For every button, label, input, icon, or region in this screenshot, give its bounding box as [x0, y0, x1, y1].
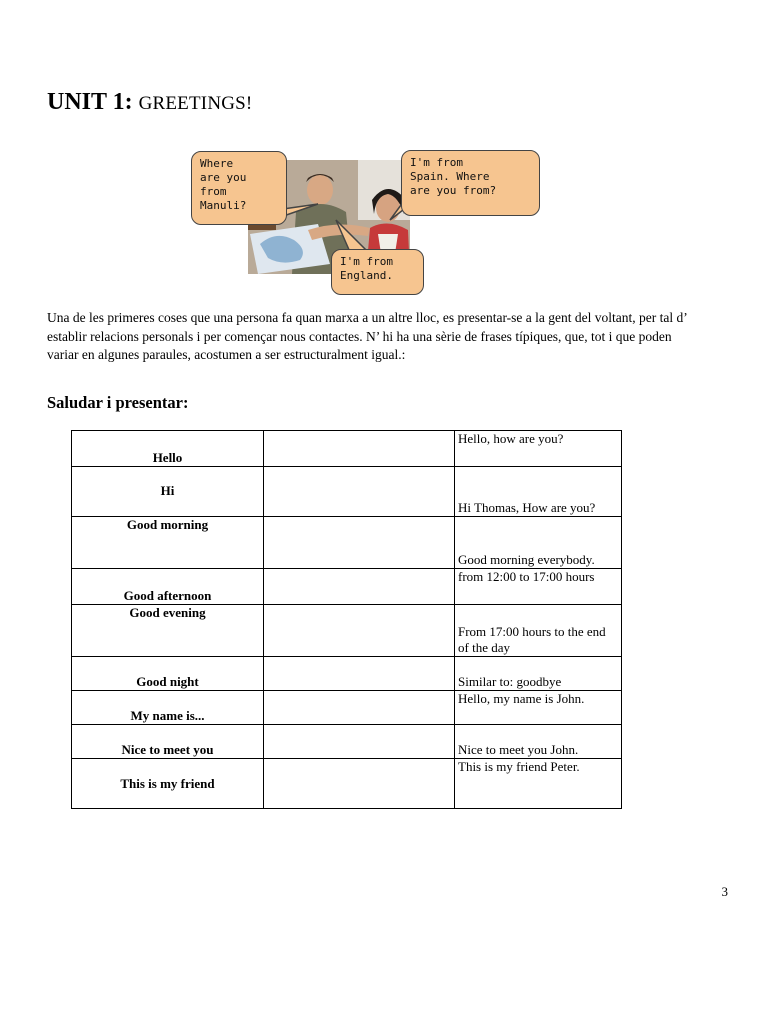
phrase-cell: My name is... — [72, 691, 264, 725]
example-cell: Similar to: goodbye — [455, 657, 622, 691]
section-heading: Saludar i presentar: — [47, 393, 189, 412]
translation-cell — [264, 517, 455, 569]
speech-bubble-spain: I'm from Spain. Where are you from? — [401, 150, 540, 216]
phrase-cell: This is my friend — [72, 759, 264, 809]
phrase-cell: Good night — [72, 657, 264, 691]
table-row — [72, 467, 622, 517]
example-cell: Hi Thomas, How are you? — [455, 467, 622, 517]
example-cell: Nice to meet you John. — [455, 725, 622, 759]
translation-cell — [264, 467, 455, 517]
example-cell: Hello, how are you? — [455, 431, 622, 467]
speech-bubble-question: Where are you from Manuli? — [191, 151, 287, 225]
table-row — [72, 431, 622, 467]
page-number: 3 — [721, 884, 728, 899]
example-cell: from 12:00 to 17:00 hours — [455, 569, 622, 605]
table-row — [72, 605, 622, 657]
unit-topic: GREETINGS! — [138, 93, 253, 114]
example-cell: This is my friend Peter. — [455, 759, 622, 809]
example-cell: Good morning everybody. — [455, 517, 622, 569]
page-title — [47, 86, 252, 120]
greeting-illustration — [190, 148, 542, 296]
table-row — [72, 691, 622, 725]
table-row — [72, 759, 622, 809]
translation-cell — [264, 691, 455, 725]
translation-cell — [264, 431, 455, 467]
speech-bubble-england: I'm from England. — [331, 249, 424, 295]
translation-cell — [264, 569, 455, 605]
table-row — [72, 657, 622, 691]
translation-cell — [264, 759, 455, 809]
example-cell: Hello, my name is John. — [455, 691, 622, 725]
greetings-table — [71, 430, 622, 809]
translation-cell — [264, 657, 455, 691]
example-cell: From 17:00 hours to the end of the day — [455, 605, 622, 657]
table-row — [72, 517, 622, 569]
phrase-cell: Nice to meet you — [72, 725, 264, 759]
table-row — [72, 725, 622, 759]
phrase-cell: Good morning — [72, 517, 264, 569]
translation-cell — [264, 605, 455, 657]
table-row — [72, 569, 622, 605]
unit-label: UNIT 1: — [47, 89, 133, 115]
translation-cell — [264, 725, 455, 759]
phrase-cell: Good afternoon — [72, 569, 264, 605]
intro-paragraph: Una de les primeres coses que una persona fa quan marxa a un altre lloc, es presentar-se a la gent del voltant, per tal d’ establir relacions personals i per començar nous contactes. N’ hi ha una sèrie de frases típiques, que, tot i que poden variar en algunes paraules, acostumen a ser estructuralment igual.: — [47, 310, 687, 362]
phrase-cell: Hi — [72, 467, 264, 517]
phrase-cell: Hello — [72, 431, 264, 467]
phrase-cell: Good evening — [72, 605, 264, 657]
